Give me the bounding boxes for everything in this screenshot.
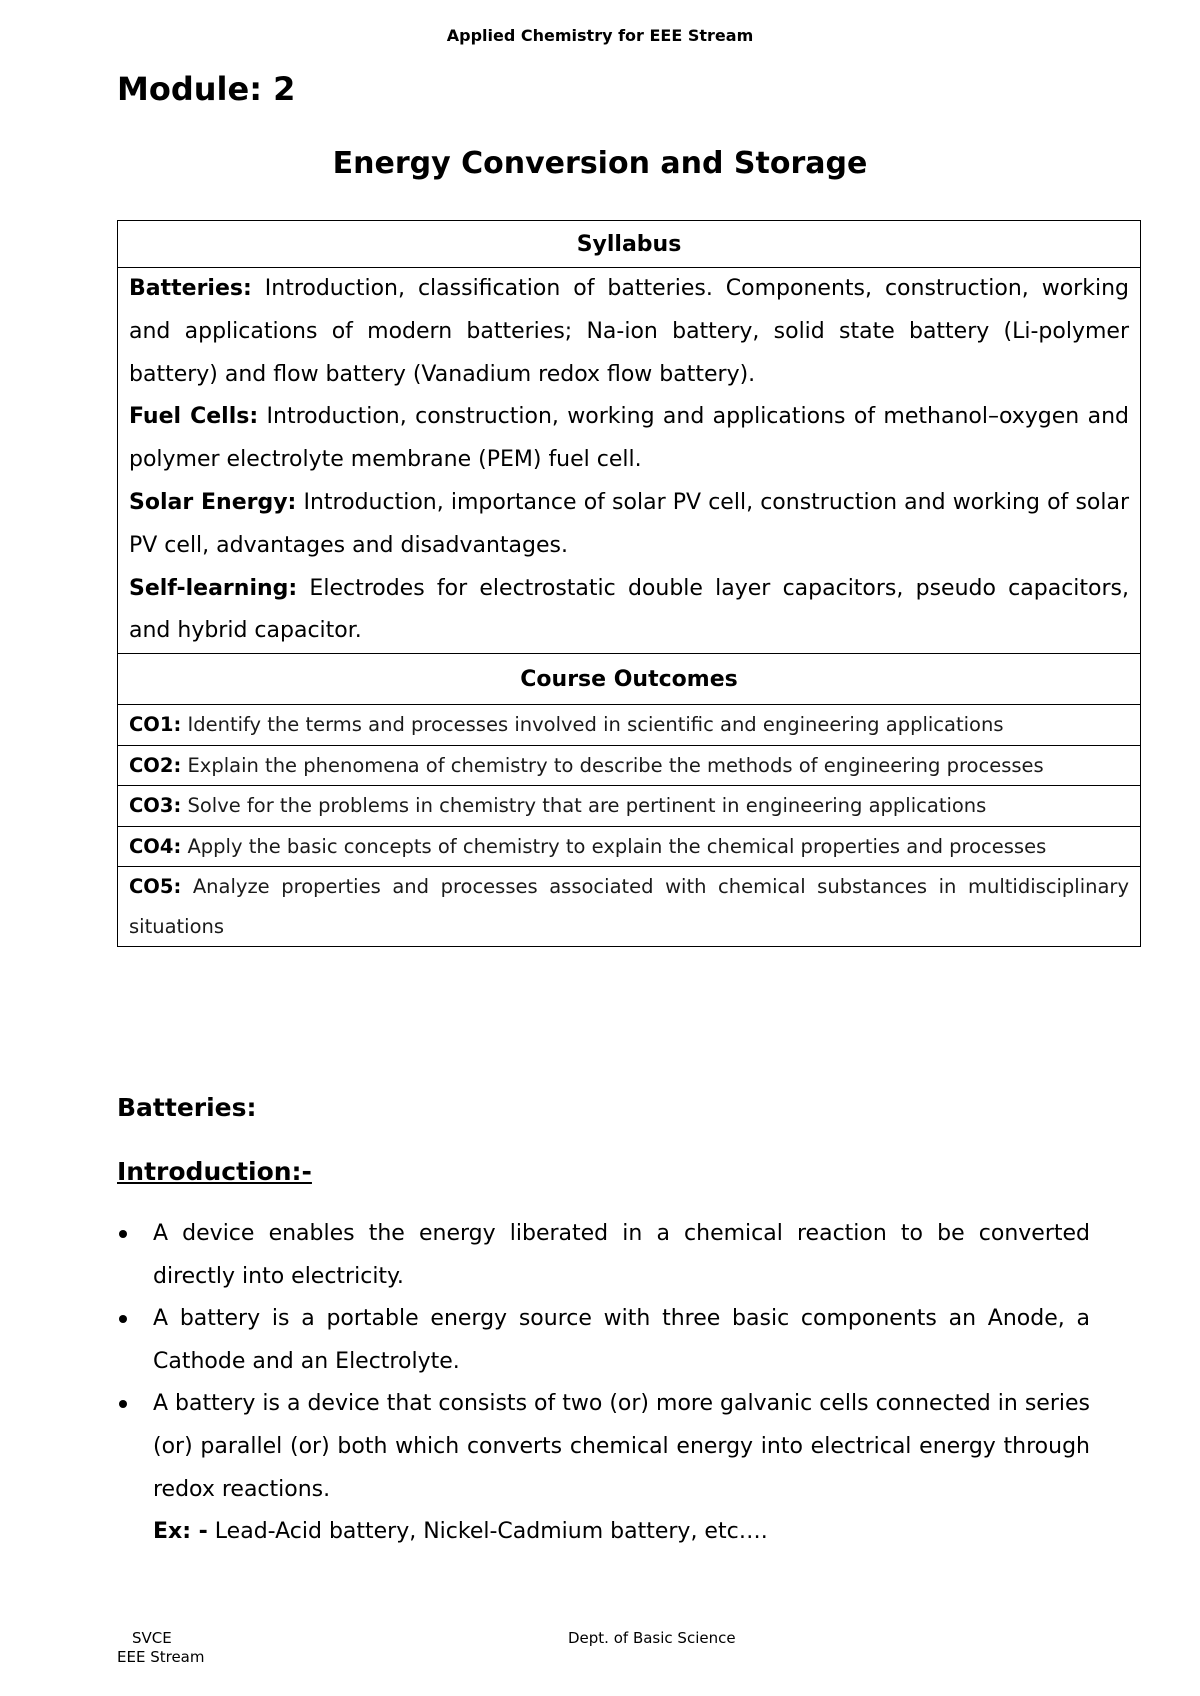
topic-label: Solar Energy: [129, 489, 297, 515]
syllabus-heading: Syllabus [118, 221, 1140, 268]
bullet-item [117, 1383, 1090, 1511]
footer-department: Dept. of Basic Science [568, 1629, 736, 1647]
bullet-icon [119, 1315, 127, 1323]
running-header: Applied Chemistry for EEE Stream [446, 26, 754, 45]
bullet-item [117, 1213, 1090, 1298]
batteries-heading: Batteries: [117, 1093, 257, 1122]
footer-institution: SVCE [132, 1629, 172, 1647]
topic-label: Batteries: [129, 276, 252, 301]
course-outcome-row [118, 827, 1140, 868]
bullet-icon [119, 1400, 127, 1408]
topic-text: Electrodes for electrostatic double layer capacitors, pseudo capacitors, and hybrid capacitor. [129, 575, 1129, 644]
footer-left [117, 1629, 204, 1667]
bullet-icon [119, 1230, 127, 1238]
example-line [117, 1511, 1090, 1554]
course-outcomes-heading: Course Outcomes [118, 654, 1140, 705]
example-text: Lead-Acid battery, Nickel-Cadmium battery, etc…. [207, 1519, 768, 1545]
introduction-heading: Introduction:- [117, 1157, 312, 1186]
bullet-text: A battery is a portable energy source with three basic components an Anode, a Cathode and an Electrolyte. [153, 1306, 1090, 1374]
syllabus-topic-fuel-cells [129, 396, 1129, 482]
course-outcome-row [118, 786, 1140, 827]
co-text: Analyze properties and processes associated with chemical substances in multidisciplinary situations [129, 875, 1129, 938]
topic-label: Self-learning: [129, 575, 298, 601]
co-text: Solve for the problems in chemistry that are pertinent in engineering applications [181, 794, 987, 818]
co-code: CO3: [129, 794, 182, 818]
topic-text: Introduction, classification of batteries. Components, construction, working and applications of modern batteries; Na-ion battery, solid state battery (Li-polymer battery) and flow battery (Vanadium redox flow battery). [129, 276, 1129, 387]
document-title: Energy Conversion and Storage [332, 146, 868, 181]
co-text: Apply the basic concepts of chemistry to explain the chemical properties and processes [181, 834, 1047, 858]
topic-text: Introduction, importance of solar PV cell, construction and working of solar PV cell, advantages and disadvantages. [129, 489, 1130, 558]
syllabus-body [118, 268, 1140, 654]
syllabus-topic-batteries [129, 268, 1129, 396]
co-code: CO2: [129, 753, 182, 777]
bullet-text: A device enables the energy liberated in a chemical reaction to be converted directly into electricity. [153, 1221, 1090, 1289]
syllabus-topic-solar-energy [129, 482, 1129, 568]
syllabus-table [117, 220, 1141, 947]
co-code: CO5: [129, 875, 182, 899]
bullet-text: A battery is a device that consists of two (or) more galvanic cells connected in series (or) parallel (or) both which converts chemical energy into electrical energy through redox reactions. [153, 1391, 1090, 1502]
syllabus-topic-self-learning [129, 568, 1129, 654]
module-title: Module: 2 [117, 70, 296, 108]
co-text: Explain the phenomena of chemistry to describe the methods of engineering processes [181, 753, 1044, 777]
footer-stream: EEE Stream [117, 1648, 205, 1666]
co-code: CO1: [129, 713, 182, 737]
course-outcome-row [118, 867, 1140, 946]
course-outcome-row [118, 705, 1140, 746]
co-code: CO4: [129, 834, 182, 858]
topic-text: Introduction, construction, working and applications of methanol–oxygen and polymer electrolyte membrane (PEM) fuel cell. [129, 404, 1129, 473]
topic-label: Fuel Cells: [129, 404, 259, 430]
introduction-bullet-list [117, 1213, 1090, 1554]
bullet-item [117, 1298, 1090, 1383]
example-label: Ex: - [153, 1519, 208, 1545]
course-outcome-row [118, 746, 1140, 787]
co-text: Identify the terms and processes involved in scientific and engineering applications [181, 713, 1004, 737]
